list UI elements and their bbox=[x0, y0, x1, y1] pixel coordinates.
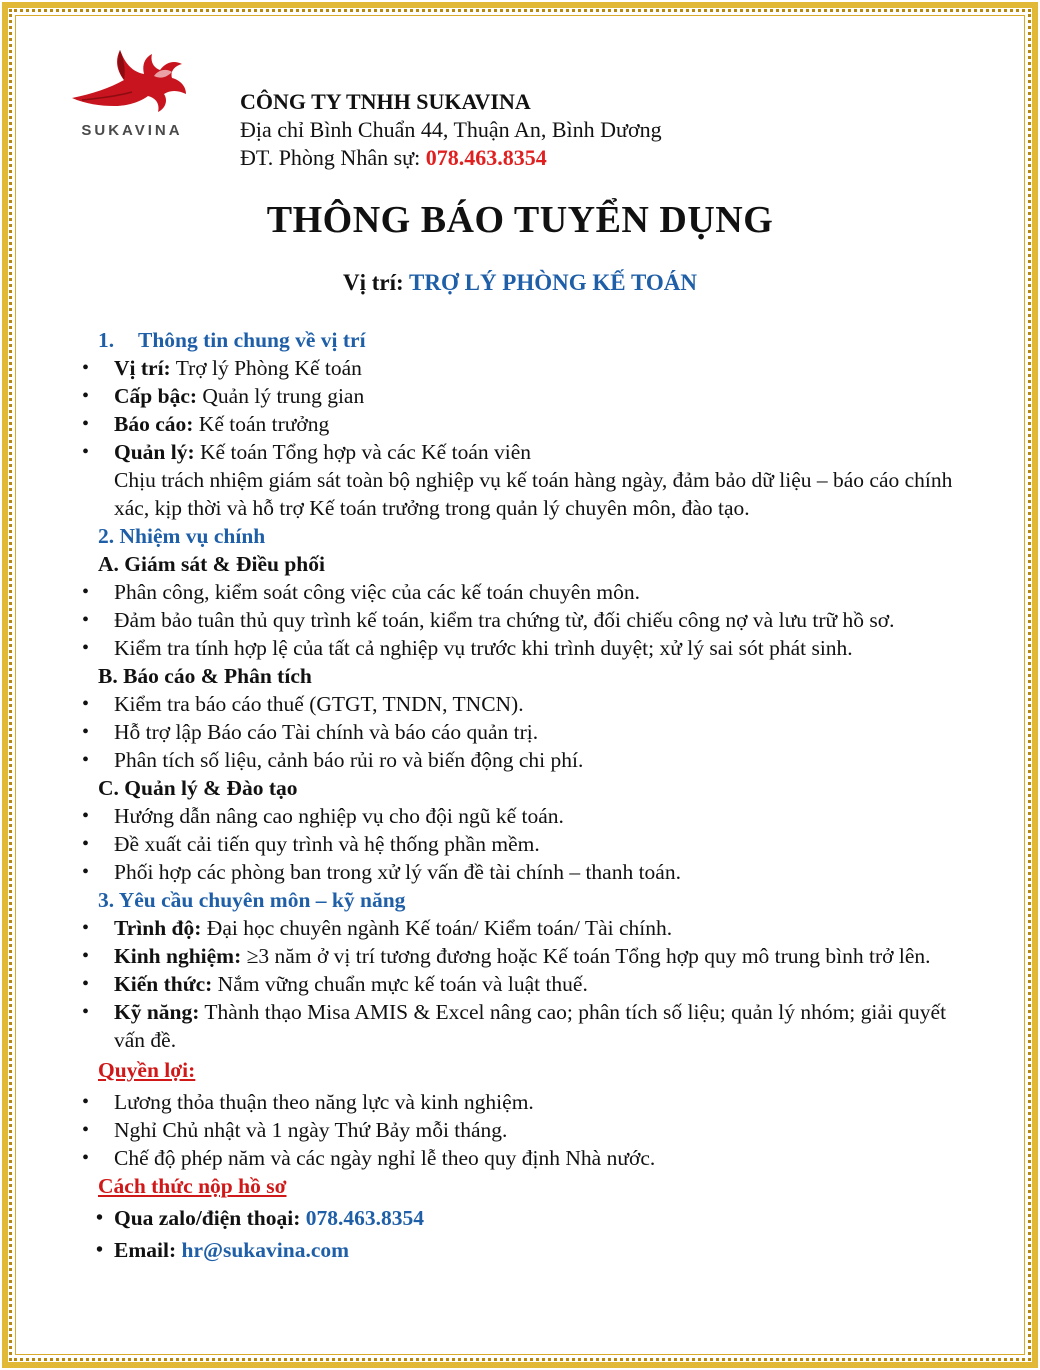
section-3-list bbox=[80, 914, 980, 1054]
list-item: • Nghỉ Chủ nhật và 1 ngày Thứ Bảy mỗi tháng. bbox=[80, 1116, 980, 1144]
company-phone-line bbox=[240, 144, 662, 172]
apply-phone-item: • Qua zalo/điện thoại: 078.463.8354 bbox=[80, 1204, 980, 1232]
list-item: • Kỹ năng: Thành thạo Misa AMIS & Excel nâng cao; phân tích số liệu; quản lý nhóm; giải quyết vấn đề. bbox=[80, 998, 980, 1054]
lion-emblem-icon bbox=[62, 36, 202, 126]
section-2-heading: 2. Nhiệm vụ chính bbox=[98, 524, 266, 548]
position-label: Vị trí: bbox=[343, 270, 410, 295]
list-item: • Quản lý: Kế toán Tổng hợp và các Kế toán viên bbox=[80, 438, 980, 466]
subsection-c-heading: C. Quản lý & Đào tạo bbox=[98, 776, 298, 800]
company-name: CÔNG TY TNHH SUKAVINA bbox=[240, 89, 531, 114]
list-item: • Báo cáo: Kế toán trưởng bbox=[80, 410, 980, 438]
list-item: • Trình độ: Đại học chuyên ngành Kế toán/ Kiểm toán/ Tài chính. bbox=[80, 914, 980, 942]
apply-email-link[interactable]: hr@sukavina.com bbox=[181, 1238, 350, 1262]
hr-phone: 078.463.8354 bbox=[425, 145, 547, 170]
main-content bbox=[80, 326, 980, 1264]
list-item: • Vị trí: Trợ lý Phòng Kế toán bbox=[80, 354, 980, 382]
phone-label: ĐT. Phòng Nhân sự: bbox=[240, 145, 426, 170]
company-logo bbox=[62, 36, 202, 146]
subsection-b-heading: B. Báo cáo & Phân tích bbox=[98, 664, 312, 688]
apply-email-item: • Email: hr@sukavina.com bbox=[80, 1236, 980, 1264]
apply-heading: Cách thức nộp hồ sơ bbox=[98, 1174, 287, 1198]
position-value: TRỢ LÝ PHÒNG KẾ TOÁN bbox=[409, 270, 697, 295]
list-item: • Phân tích số liệu, cảnh báo rủi ro và biến động chi phí. bbox=[80, 746, 980, 774]
list-item: • Kiến thức: Nắm vững chuẩn mực kế toán và luật thuế. bbox=[80, 970, 980, 998]
subsection-c-list bbox=[80, 802, 980, 886]
list-item: • Chế độ phép năm và các ngày nghỉ lễ theo quy định Nhà nước. bbox=[80, 1144, 980, 1172]
company-info bbox=[240, 88, 662, 172]
benefits-heading: Quyền lợi: bbox=[98, 1058, 196, 1082]
list-item: • Kiểm tra tính hợp lệ của tất cả nghiệp vụ trước khi trình duyệt; xử lý sai sót phát sinh. bbox=[80, 634, 980, 662]
company-address: Địa chỉ Bình Chuẩn 44, Thuận An, Bình Dương bbox=[240, 117, 662, 142]
section-3-heading: 3. Yêu cầu chuyên môn – kỹ năng bbox=[98, 888, 406, 912]
section-1-heading: 1. Thông tin chung về vị trí bbox=[98, 328, 366, 352]
list-item: • Đề xuất cải tiến quy trình và hệ thống phần mềm. bbox=[80, 830, 980, 858]
section-1-list bbox=[80, 354, 980, 466]
list-item: • Hỗ trợ lập Báo cáo Tài chính và báo cáo quản trị. bbox=[80, 718, 980, 746]
list-item: • Phối hợp các phòng ban trong xử lý vấn đề tài chính – thanh toán. bbox=[80, 858, 980, 886]
list-item: • Phân công, kiểm soát công việc của các kế toán chuyên môn. bbox=[80, 578, 980, 606]
benefits-list bbox=[80, 1088, 980, 1172]
logo-text: SUKAVINA bbox=[81, 122, 183, 139]
apply-list bbox=[80, 1204, 980, 1264]
list-item: • Kinh nghiệm: ≥3 năm ở vị trí tương đương hoặc Kế toán Tổng hợp quy mô trung bình trở lên. bbox=[80, 942, 980, 970]
list-item: • Đảm bảo tuân thủ quy trình kế toán, kiểm tra chứng từ, đối chiếu công nợ và lưu trữ hồ sơ. bbox=[80, 606, 980, 634]
list-item: • Lương thỏa thuận theo năng lực và kinh nghiệm. bbox=[80, 1088, 980, 1116]
section-1-summary: Chịu trách nhiệm giám sát toàn bộ nghiệp vụ kế toán hàng ngày, đảm bảo dữ liệu – báo cáo chính xác, kịp thời và hỗ trợ Kế toán trưởng trong quản lý chuyên môn, đào tạo. bbox=[114, 468, 953, 520]
subsection-a-heading: A. Giám sát & Điều phối bbox=[98, 552, 325, 576]
position-line bbox=[0, 270, 1040, 296]
list-item: • Hướng dẫn nâng cao nghiệp vụ cho đội ngũ kế toán. bbox=[80, 802, 980, 830]
subsection-b-list bbox=[80, 690, 980, 774]
list-item: • Kiểm tra báo cáo thuế (GTGT, TNDN, TNCN). bbox=[80, 690, 980, 718]
page-title: THÔNG BÁO TUYỂN DỤNG bbox=[266, 199, 774, 241]
list-item: • Cấp bậc: Quản lý trung gian bbox=[80, 382, 980, 410]
subsection-a-list bbox=[80, 578, 980, 662]
apply-phone-link[interactable]: 078.463.8354 bbox=[305, 1206, 424, 1230]
